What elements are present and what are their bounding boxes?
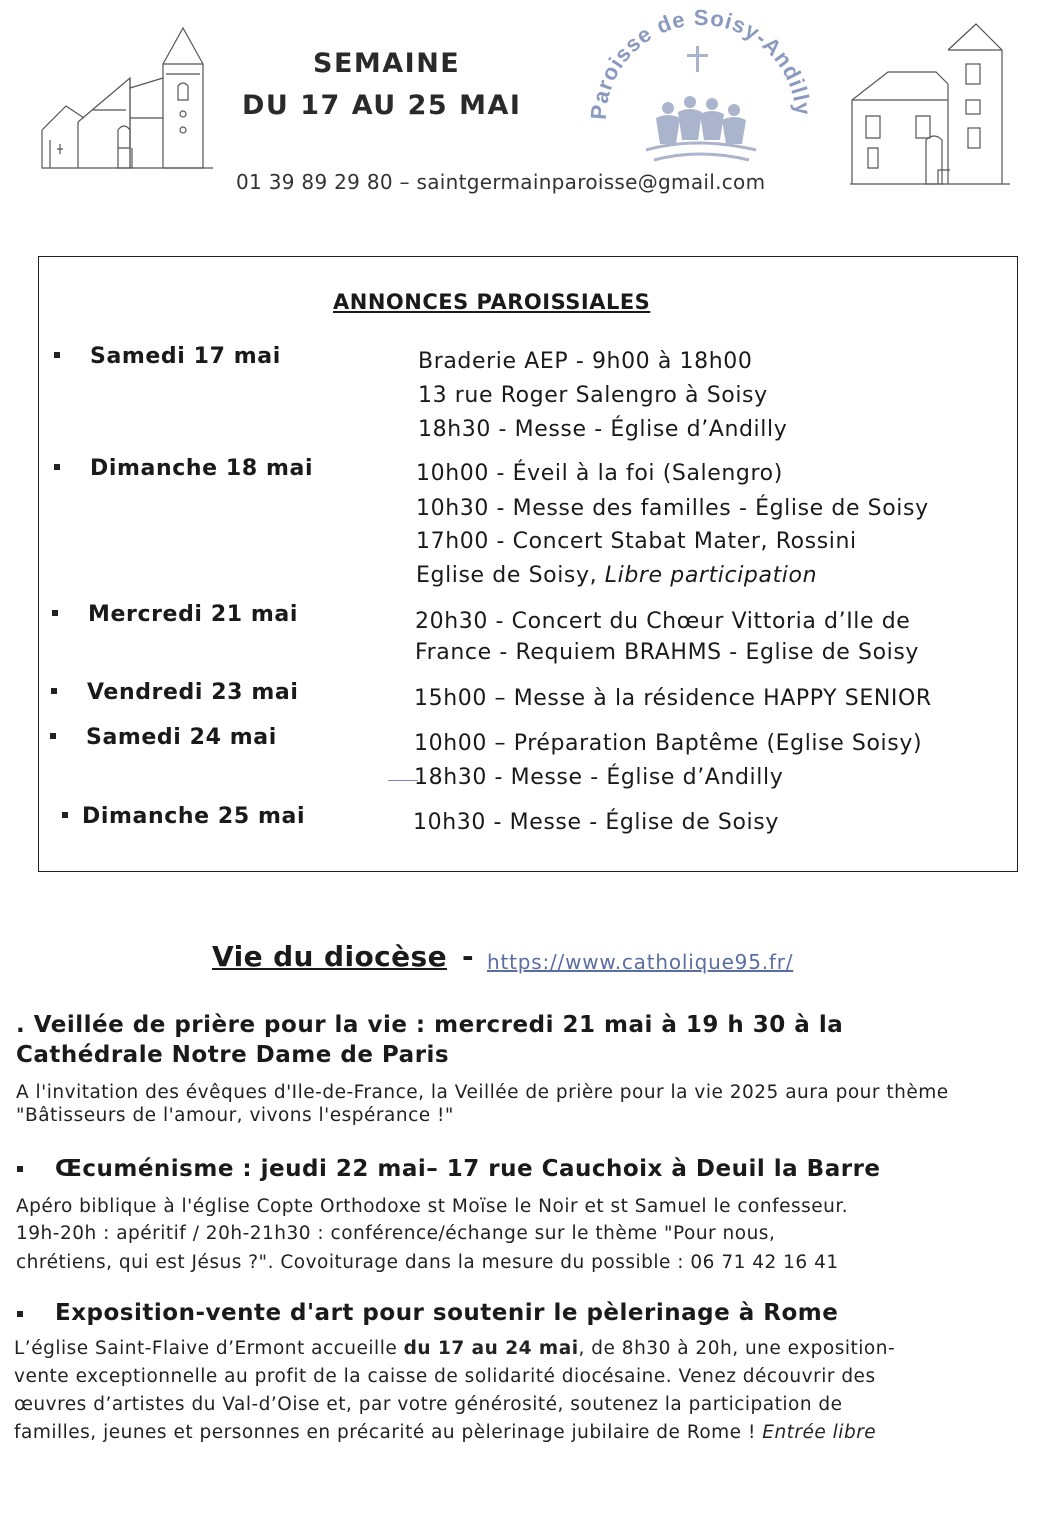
item-heading: Exposition-vente d'art pour soutenir le pèlerinage à Rome [55,1300,839,1326]
bullet-icon [51,688,57,694]
bullet-icon [52,610,58,616]
bullet-icon [17,1311,23,1317]
item-text [14,1422,876,1443]
event-line: 10h00 – Préparation Baptême (Eglise Soisy) [414,731,923,756]
event-line: 13 rue Roger Salengro à Soisy [418,383,768,408]
item-heading: . Veillée de prière pour la vie : mercredi 21 mai à 19 h 30 à la [16,1012,844,1038]
announcements-title: ANNONCES PAROISSIALES [333,290,651,314]
event-line: 17h00 - Concert Stabat Mater, Rossini [416,529,857,554]
event-line: Braderie AEP - 9h00 à 18h00 [418,349,753,374]
item-heading: Œcuménisme : jeudi 22 mai– 17 rue Cauchoix à Deuil la Barre [55,1156,881,1182]
day-samedi-17: Samedi 17 mai [90,344,281,369]
free-participation: Libre participation [604,563,818,588]
diocese-dash: - [462,940,474,973]
bullet-icon [54,464,60,470]
item-text-a: L’église Saint-Flaive d’Ermont accueille [14,1338,404,1359]
free-entry: Entrée libre [762,1422,877,1443]
event-line [416,563,817,588]
item-text: vente exceptionnelle au profit de la caisse de solidarité diocésaine. Venez découvrir des [14,1366,876,1387]
item-text-b: , de 8h30 à 20h, une exposition- [578,1338,896,1359]
day-dimanche-18: Dimanche 18 mai [90,456,314,481]
item-text: A l'invitation des évêques d'Ile-de-France, la Veillée de prière pour la vie 2025 aura pour thème [16,1082,949,1103]
event-line: 18h30 - Messe - Église d’Andilly [418,417,788,442]
bullet-icon [62,812,68,818]
day-samedi-24: Samedi 24 mai [86,725,277,750]
day-mercredi-21: Mercredi 21 mai [88,602,299,627]
diocese-link[interactable]: https://www.catholique95.fr/ [487,950,794,974]
bullet-icon [17,1166,23,1172]
event-line: 15h00 – Messe à la résidence HAPPY SENIOR [414,686,932,711]
bullet-icon [50,733,56,739]
item-text: Apéro biblique à l'église Copte Orthodoxe st Moïse le Noir et st Samuel le confesseur. [16,1196,849,1217]
item-text: 19h-20h : apéritif / 20h-21h30 : conférence/échange sur le thème "Pour nous, [16,1223,776,1244]
item-text-main: familles, jeunes et personnes en précarité au pèlerinage jubilaire de Rome ! [14,1422,763,1443]
contact-info: 01 39 89 29 80 – saintgermainparoisse@gmail.com [236,170,766,194]
item-heading: Cathédrale Notre Dame de Paris [16,1042,450,1068]
week-title-line2: DU 17 AU 25 MAI [242,90,522,121]
bullet-icon [54,352,60,358]
church-drawing-left [38,18,218,180]
item-text: chrétiens, qui est Jésus ?". Covoiturage dans la mesure du possible : 06 71 42 16 41 [16,1252,839,1273]
day-dimanche-25: Dimanche 25 mai [82,804,306,829]
parish-logo [586,0,816,170]
svg-text:Paroisse de Soisy-Andilly [586,5,816,121]
event-line: France - Requiem BRAHMS - Eglise de Soisy [415,640,920,665]
event-line: 10h30 - Messe des familles - Église de Soisy [416,496,929,521]
event-line: 10h30 - Messe - Église de Soisy [413,810,779,835]
item-text-bold: du 17 au 24 mai [403,1338,579,1359]
parish-logo-text: Paroisse de Soisy-Andilly [586,4,816,121]
day-vendredi-23: Vendredi 23 mai [87,680,299,705]
item-text: "Bâtisseurs de l'amour, vivons l'espérance !" [16,1105,454,1126]
event-line: 20h30 - Concert du Chœur Vittoria d’Ile de [415,609,911,634]
event-line: 10h00 - Éveil à la foi (Salengro) [416,461,783,486]
week-title-line1: SEMAINE [313,48,461,79]
item-text: œuvres d’artistes du Val-d’Oise et, par votre générosité, soutenez la participation de [14,1394,843,1415]
event-line-text: Eglise de Soisy, [416,563,605,588]
church-drawing-right [848,20,1013,190]
item-text [14,1338,895,1359]
event-line: 18h30 - Messe - Église d’Andilly [414,765,784,790]
diocese-title: Vie du diocèse [212,940,447,973]
